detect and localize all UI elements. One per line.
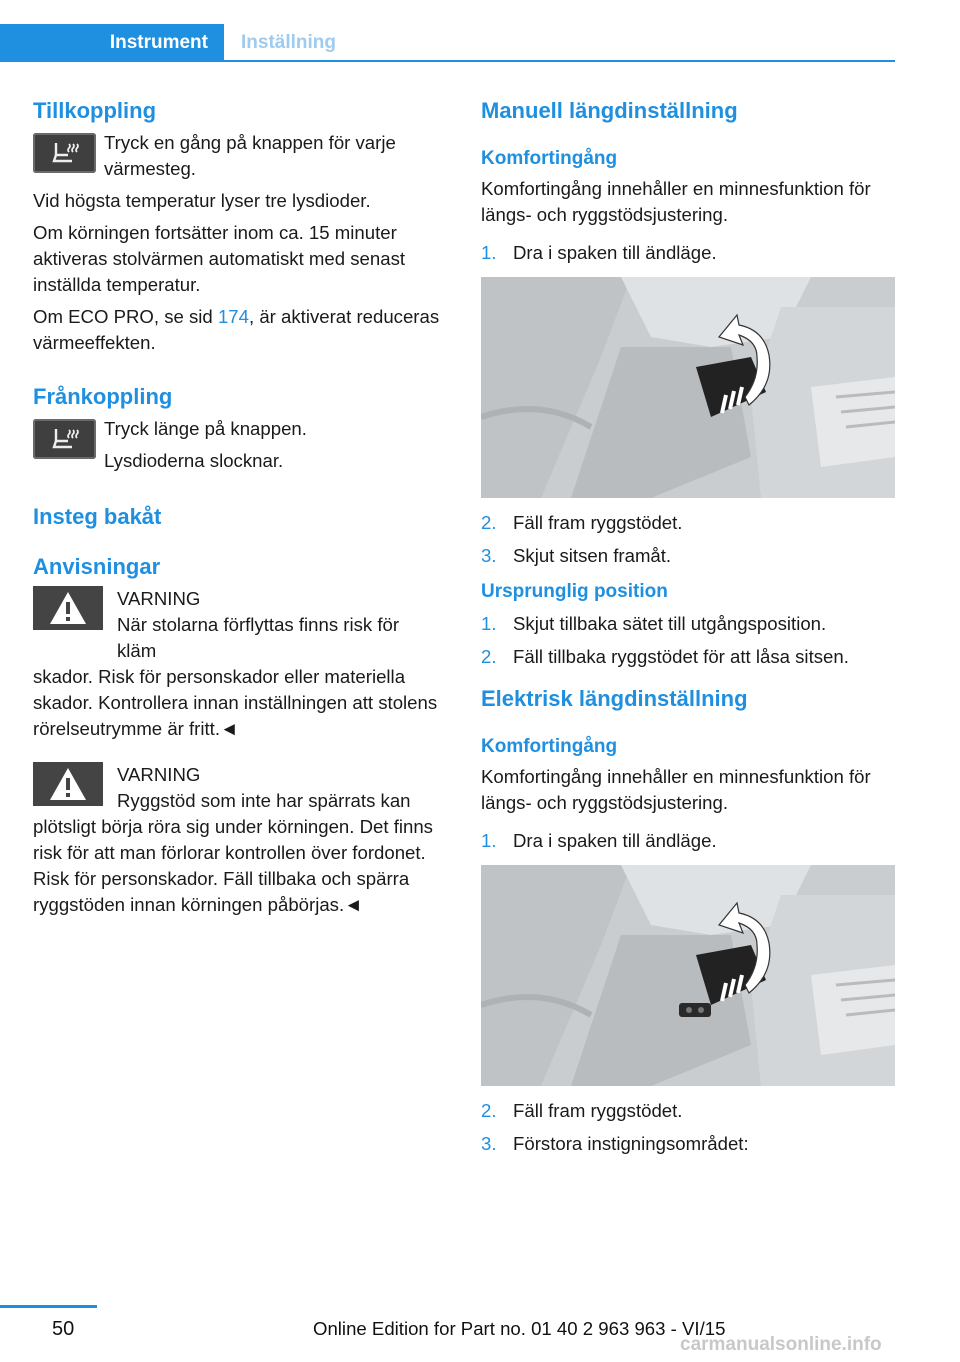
page-number: 50 [52, 1318, 75, 1340]
manuell-komfortingang-heading: Komfortingång [481, 148, 618, 169]
manuell-steps-c [481, 611, 895, 670]
warning-2-head [117, 762, 411, 814]
warning-2-row [33, 762, 445, 814]
seat-heater-button-icon [33, 133, 96, 173]
list-item [481, 240, 895, 266]
tillkoppling-p1: Vid högsta temperatur lyser tre lysdioder. [33, 190, 371, 211]
frankoppling-heading: Frånkoppling [33, 384, 173, 409]
step-number: 1. [481, 242, 497, 263]
step-text: Förstora instigningsområdet: [513, 1133, 749, 1154]
step-text: Fäll fram ryggstödet. [513, 1100, 683, 1121]
left-column [33, 96, 445, 918]
p3-text-post: , är aktiverat reduceras värmeeffekten. [33, 306, 440, 353]
elektrisk-desc: Komfortingång innehåller en minnesfunktion för längs- och ryggstödsjustering. [481, 766, 871, 813]
manuell-steps-a [481, 240, 895, 266]
warning-1-rest: skador. Risk för personskador eller materiella skador. Kontrollera innan inställningen att stolens rörelseutrymme är fritt.◄ [33, 666, 438, 739]
warning-1-first: När stolarna förflyttas finns risk för kläm [117, 614, 400, 661]
step-number: 3. [481, 1133, 497, 1154]
elektrisk-steps-b [481, 1098, 895, 1157]
warning-1-head [117, 586, 444, 664]
warning-1-row [33, 586, 445, 664]
footer-accent-line [0, 1305, 97, 1308]
step-number: 1. [481, 830, 497, 851]
page-link-174[interactable]: 174 [217, 306, 249, 327]
tab-installning[interactable] [241, 24, 336, 62]
list-item [481, 543, 895, 569]
tillkoppling-p2: Om körningen fortsätter inom ca. 15 minuter aktiveras stolvärmen automatiskt med senast inställda temperatur. [33, 222, 406, 295]
step-number: 1. [481, 613, 497, 634]
warning-triangle-icon [33, 586, 103, 630]
elektrisk-komfortingang-heading: Komfortingång [481, 736, 618, 757]
list-item [481, 611, 895, 637]
list-item [481, 828, 895, 854]
list-item [481, 1131, 895, 1157]
step-number: 2. [481, 512, 497, 533]
step-text: Dra i spaken till ändläge. [513, 242, 717, 263]
tab-installning-label: Inställning [241, 32, 336, 53]
manuell-desc: Komfortingång innehåller en minnesfunktion för längs- och ryggstödsjustering. [481, 178, 871, 225]
warning-2-first: Ryggstöd som inte har spärrats kan [117, 790, 411, 811]
header-tabbar [0, 24, 895, 62]
warning-2-rest: plötsligt börja röra sig under körningen. Det finns risk för att man förlorar kontrollen över fordonet. Risk för personskador. Fäll tillbaka och spärra ryggstöden innan körningen påbörjas.◄ [33, 816, 433, 915]
manuell-heading: Manuell längdinställning [481, 98, 738, 123]
tillkoppling-instruction: Tryck en gång på knappen för varje värmesteg. [104, 132, 396, 179]
step-number: 2. [481, 646, 497, 667]
tab-instrument-label: Instrument [109, 32, 208, 53]
seat-lever-photo-1 [481, 277, 895, 498]
p3-text-pre: Om ECO PRO, se sid [33, 306, 218, 327]
list-item [481, 644, 895, 670]
frankoppling-instruction-row [33, 416, 445, 474]
frankoppling-line2: Lysdioderna slocknar. [104, 450, 284, 471]
list-item [481, 510, 895, 536]
tab-instrument[interactable] [0, 24, 224, 62]
tillkoppling-p3 [33, 304, 445, 356]
seat-lever-photo-2 [481, 865, 895, 1086]
step-text: Skjut sitsen framåt. [513, 545, 672, 566]
insteg-heading: Insteg bakåt [33, 504, 162, 529]
step-text: Fäll tillbaka ryggstödet för att låsa sitsen. [513, 646, 849, 667]
elektrisk-steps-a [481, 828, 895, 854]
step-text: Skjut tillbaka sätet till utgångsposition. [513, 613, 827, 634]
step-number: 2. [481, 1100, 497, 1121]
warning-2-title: VARNING [117, 764, 201, 785]
watermark: carmanualsonline.info [680, 1334, 882, 1355]
manuell-steps-b [481, 510, 895, 569]
list-item [481, 1098, 895, 1124]
frankoppling-line1: Tryck länge på knappen. [104, 418, 307, 439]
edition-text: Online Edition for Part no. 01 40 2 963 963 - VI/15 [313, 1318, 726, 1339]
tillkoppling-heading: Tillkoppling [33, 98, 157, 123]
warning-triangle-icon [33, 762, 103, 806]
frankoppling-lines [104, 416, 307, 474]
ursprunglig-heading: Ursprunglig position [481, 581, 668, 602]
anvisningar-heading: Anvisningar [33, 554, 161, 579]
warning-1-title: VARNING [117, 588, 201, 609]
step-text: Fäll fram ryggstödet. [513, 512, 683, 533]
step-number: 3. [481, 545, 497, 566]
seat-heater-button-icon [33, 419, 96, 459]
tillkoppling-instruction-row [33, 130, 445, 182]
elektrisk-heading: Elektrisk längdinställning [481, 686, 748, 711]
step-text: Dra i spaken till ändläge. [513, 830, 717, 851]
right-column [481, 96, 895, 1164]
